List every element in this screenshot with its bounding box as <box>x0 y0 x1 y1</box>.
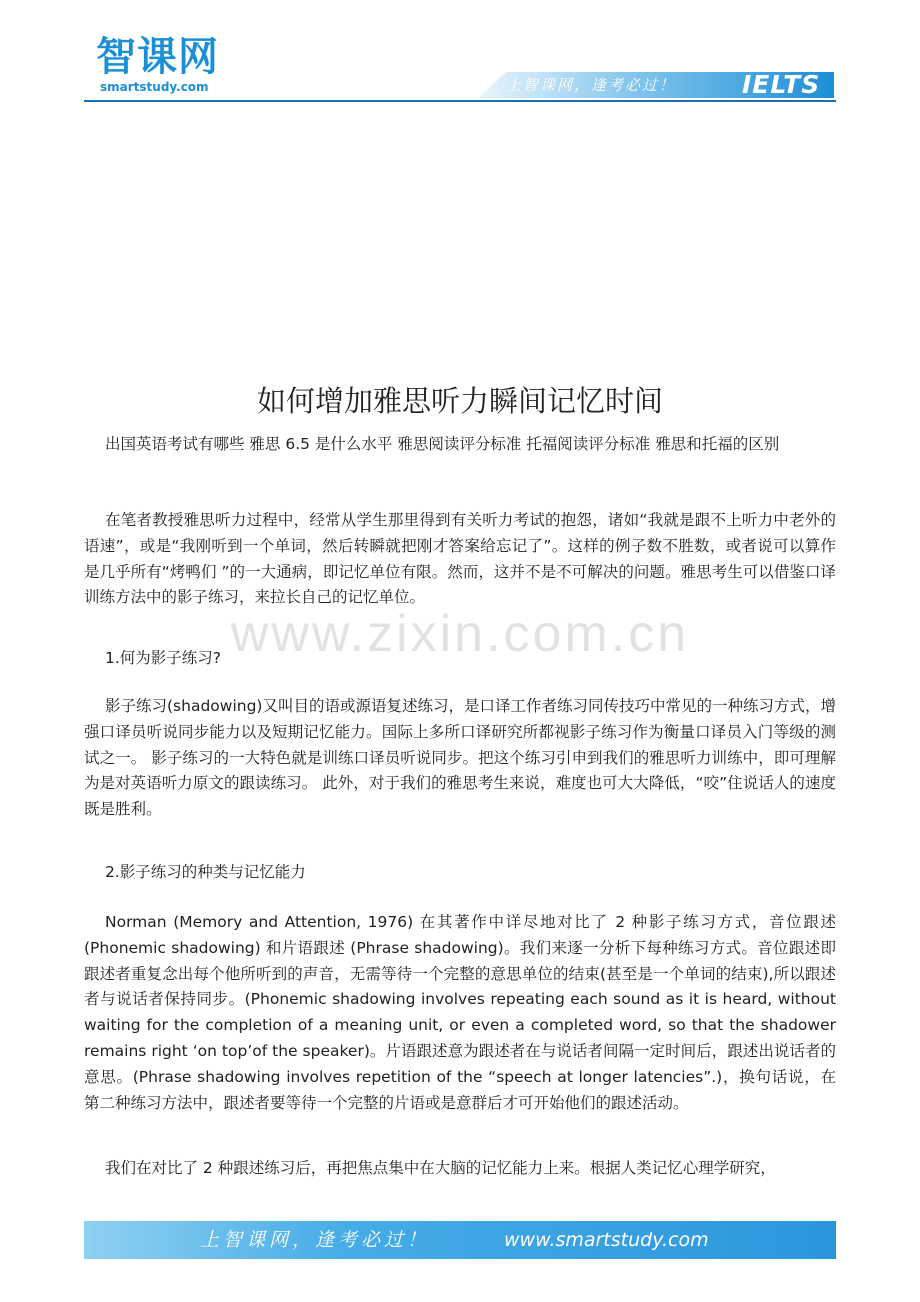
footer-banner <box>84 1221 836 1259</box>
paragraph-memory: 我们在对比了 2 种跟述练习后，再把焦点集中在大脑的记忆能力上来。根据人类记忆心理学研究， <box>105 1159 776 1177</box>
section-heading-1: 1.何为影子练习? <box>105 649 222 667</box>
watermark: www.zixin.com.cn <box>230 605 690 663</box>
related-links[interactable]: 出国英语考试有哪些 雅思 6.5 是什么水平 雅思阅读评分标准 托福阅读评分标准 雅思和托福的区别 <box>105 435 780 453</box>
paragraph-shadowing-definition: 影子练习(shadowing)又叫目的语或源语复述练习，是口译工作者练习同传技巧中常见的一种练习方式，增强口译员听说同步能力以及短期记忆能力。国际上多所口译研究所都视影子练习作为衡量口译员入门等级的测试之一。 影子练习的一大特色就是训练口译员听说同步。把这个练习引申到我们的雅思听力训练中，即可理解为是对英语听力原文的跟读练习。 此外，对于我们的雅思考生来说，难度也可大大降低，“咬”住说话人的速度既是胜利。 <box>84 697 836 819</box>
header-slogan: 上智课网，逢考必过！ <box>506 76 677 94</box>
footer-slogan: 上智课网，逢考必过！ <box>200 1229 431 1251</box>
paragraph-shadowing-types: Norman (Memory and Attention, 1976) 在其著作中详尽地对比了 2 种影子练习方式，音位跟述(Phonemic shadowing) 和片语跟述 (Phrase shadowing)。我们来逐一分析下每种练习方式。音位跟述即跟述者重复念出每个他所听到的声音，无需等待一个完整的意思单位的结束(甚至是一个单词的结束),所以跟述者与说话者保持同步。(Phonemic shadowing involves repeating each sound as it is heard, without waiting for the completion of a meaning unit, or even a completed word, so that the shadower remains right ‘on top’of the speaker)。片语跟述意为跟述者在与说话者间隔一定时间后，跟述出说话者的意思。(Phrase shadowing involves repetition of the “speech at longer latencies”.)，换句话说，在第二种练习方法中，跟述者要等待一个完整的片语或是意群后才可开始他们的跟述活动。 <box>84 913 836 1112</box>
footer-url[interactable]: www.smartstudy.com <box>504 1229 709 1251</box>
logo-chinese-text: 智课网 <box>96 34 219 80</box>
ielts-label: IELTS <box>742 70 821 99</box>
paragraph-intro: 在笔者教授雅思听力过程中，经常从学生那里得到有关听力考试的抱怨，诸如“我就是跟不上听力中老外的语速”，或是“我刚听到一个单词，然后转瞬就把刚才答案给忘记了”。这样的例子数不胜数，或者说可以算作是几乎所有“烤鸭们 ”的一大通病，即记忆单位有限。然而，这并不是不可解决的问题。雅思考生可以借鉴口译训练方法中的影子练习，来拉长自己的记忆单位。 <box>84 511 836 607</box>
article-title: 如何增加雅思听力瞬间记忆时间 <box>256 384 663 418</box>
section-heading-2: 2.影子练习的种类与记忆能力 <box>105 863 306 881</box>
site-logo[interactable] <box>96 34 246 98</box>
logo-domain-text: smartstudy.com <box>100 80 209 94</box>
header-divider <box>84 100 836 102</box>
